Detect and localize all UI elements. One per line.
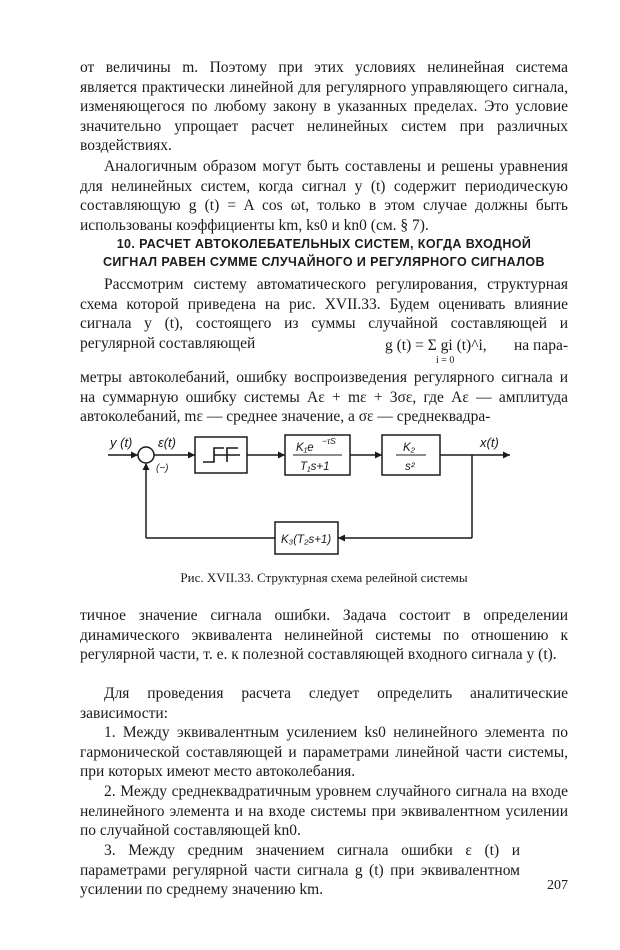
feedback-block-label: K₃(T₂s+1) xyxy=(281,534,332,546)
formula-line xyxy=(80,336,568,368)
paragraph-1: от величины m. Поэтому при этих условиях нелинейная система является практически линейной для регулярного управляющего сигнала, изменяющегося по любому закону в указанных пределах. Это условие значительно упрощает расчет нелинейных систем при различных воздействиях. xyxy=(80,59,568,154)
paragraph-3: Рассмотрим систему автоматического регулирования, структурная схема которой приведена на рис. XVII.33. Будем оценивать влияние сигнала y (t), состоящего из суммы случайной составляющей и регулярной составляющей xyxy=(80,276,568,352)
arrow-output xyxy=(503,452,510,459)
formula-regular-component: g (t) = Σ gi (t)^i, xyxy=(385,337,487,354)
arrow-feedback-return xyxy=(143,463,150,470)
section-heading-line-1: 10. РАСЧЕТ АВТОКОЛЕБАТЕЛЬНЫХ СИСТЕМ, КОГДА ВХОДНОЙ xyxy=(116,237,532,251)
delay-block-numerator: K₁e xyxy=(296,442,314,454)
delay-block-exponent: −τS xyxy=(322,436,336,446)
summing-junction xyxy=(138,447,154,463)
arrow-input xyxy=(131,452,138,459)
formula-sum-index: i = 0 xyxy=(436,355,455,366)
paragraph-9: 3. Между средним значением сигнала ошибки ε (t) и параметрами регулярной части сигнала g (t) при эквивалентном усилении по среднему значению km. xyxy=(80,842,520,898)
paragraph-2: Аналогичным образом могут быть составлены и решены уравнения для нелинейных систем, когда сигнал y (t) содержит периодическую составляющую g (t) = A cos ωt, только в этом случае должны быть использованы коэффициенты km, ks0 и kn0 (см. § 7). xyxy=(80,158,568,234)
formula-trailing-text: на пара- xyxy=(513,337,568,354)
integrator-block-numerator: K₂ xyxy=(403,442,416,454)
paragraph-4: метры автоколебаний, ошибку воспроизведения регулярного сигнала и на суммарную ошибку системы Aε + mε + 3σε, где Aε — амплитуда автоколебаний, mε — среднее значение, а σε — среднеквадра- xyxy=(80,369,568,425)
delay-block-denominator: T₁s+1 xyxy=(300,461,330,473)
arrow-to-block2 xyxy=(278,452,285,459)
input-signal-label: y (t) xyxy=(110,435,133,450)
output-signal-label: x(t) xyxy=(480,435,499,450)
paragraph-5: тичное значение сигнала ошибки. Задача состоит в определении динамического эквивалента нелинейной системы по отношению к регулярной части, т. е. к полезной составляющей входного сигнала y (t). xyxy=(80,607,568,663)
page-number: 207 xyxy=(547,878,568,893)
paragraph-6: Для проведения расчета следует определить аналитические зависимости: xyxy=(80,685,568,722)
error-signal-label: ε(t) xyxy=(158,435,176,450)
integrator-block-denominator: s² xyxy=(405,461,415,473)
paragraph-8: 2. Между среднеквадратичным уровнем случайного сигнала на входе нелинейного элемента и на входе системы при эквивалентном усилении по случайной составляющей kn0. xyxy=(80,783,568,839)
figure-caption: Рис. XVII.33. Структурная схема релейной системы xyxy=(180,570,468,585)
minus-sign-label: (−) xyxy=(156,463,169,474)
paragraph-7: 1. Между эквивалентным усилением ks0 нелинейного элемента по гармонической составляющей и параметрами линейной части системы, при которых имеют место автоколебания. xyxy=(80,724,568,780)
arrow-to-relay xyxy=(188,452,195,459)
block-diagram xyxy=(100,432,540,572)
arrow-to-feedback xyxy=(338,535,345,542)
arrow-to-block3 xyxy=(375,452,382,459)
section-heading-line-2: СИГНАЛ РАВЕН СУММЕ СЛУЧАЙНОГО И РЕГУЛЯРНОГО СИГНАЛОВ xyxy=(103,255,545,269)
